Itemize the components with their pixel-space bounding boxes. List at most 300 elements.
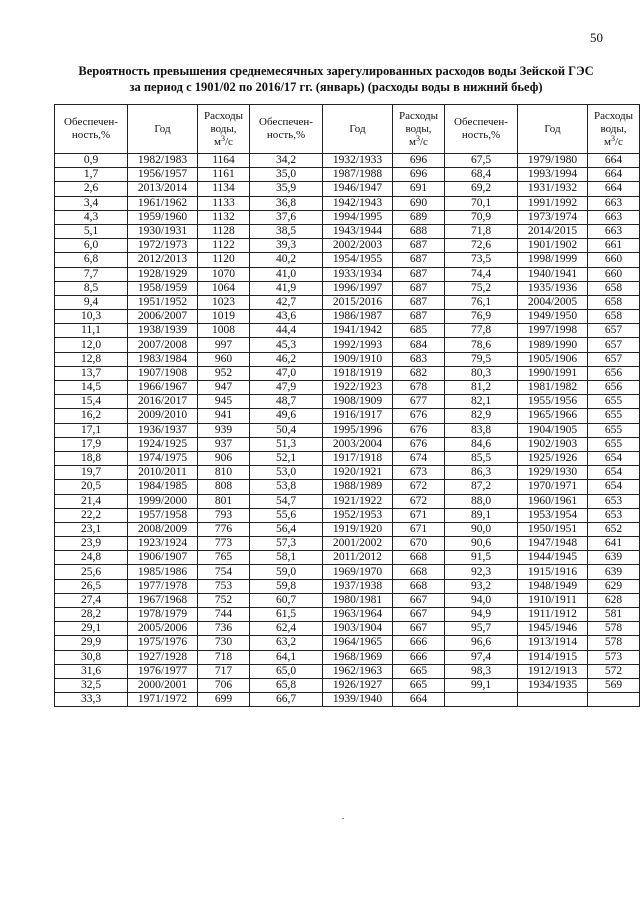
table-row: [55, 310, 640, 324]
year-cell: 2006/2007: [128, 310, 198, 324]
flow-cell: 573: [588, 650, 640, 664]
probability-cell: 84,6: [445, 437, 518, 451]
flow-cell: 639: [588, 565, 640, 579]
year-cell: 1927/1928: [128, 650, 198, 664]
year-cell: 1980/1981: [323, 593, 393, 607]
header-probability-line2: ность,%: [71, 129, 111, 141]
year-cell: 2016/2017: [128, 395, 198, 409]
year-cell: 1978/1979: [128, 608, 198, 622]
flow-cell: 667: [393, 608, 445, 622]
year-cell: 1986/1987: [323, 310, 393, 324]
flow-cell: 664: [588, 168, 640, 182]
probability-cell: 65,8: [250, 678, 323, 692]
probability-cell: 56,4: [250, 522, 323, 536]
flow-cell: 687: [393, 253, 445, 267]
flow-cell: 663: [588, 210, 640, 224]
probability-cell: 7,7: [55, 267, 128, 281]
probability-cell: 81,2: [445, 381, 518, 395]
probability-cell: 35,0: [250, 168, 323, 182]
probability-cell: 15,4: [55, 395, 128, 409]
flow-cell: 667: [393, 593, 445, 607]
flow-cell: 947: [198, 381, 250, 395]
year-cell: 1906/1907: [128, 551, 198, 565]
year-cell: 1921/1922: [323, 494, 393, 508]
probability-cell: 0,9: [55, 154, 128, 168]
year-cell: 1954/1955: [323, 253, 393, 267]
year-cell: 2005/2006: [128, 622, 198, 636]
year-cell: 2012/2013: [128, 253, 198, 267]
flow-cell: 683: [393, 352, 445, 366]
flow-cell: 657: [588, 324, 640, 338]
header-flow-unit: м: [409, 135, 416, 148]
probability-cell: 2,6: [55, 182, 128, 196]
header-flow-line2: воды,: [210, 122, 237, 135]
year-cell: 1996/1997: [323, 281, 393, 295]
table-row: [55, 281, 640, 295]
year-cell: 1985/1986: [128, 565, 198, 579]
table-row: [55, 466, 640, 480]
year-cell: 1959/1960: [128, 210, 198, 224]
year-cell: 1949/1950: [518, 310, 588, 324]
probability-cell: 82,9: [445, 409, 518, 423]
header-year: [518, 105, 588, 154]
year-cell: 1910/1911: [518, 593, 588, 607]
probability-cell: 6,0: [55, 239, 128, 253]
header-flow-unit-tail: /с: [420, 135, 428, 148]
header-year-label: Год: [544, 122, 561, 135]
year-cell: 1922/1923: [323, 381, 393, 395]
probability-cell: 18,8: [55, 451, 128, 465]
year-cell: 1913/1914: [518, 636, 588, 650]
flow-cell: 810: [198, 466, 250, 480]
probability-cell: 58,1: [250, 551, 323, 565]
flow-cell: 754: [198, 565, 250, 579]
probability-cell: 83,8: [445, 423, 518, 437]
probability-cell: 47,0: [250, 366, 323, 380]
year-cell: 1923/1924: [128, 537, 198, 551]
year-cell: 1976/1977: [128, 664, 198, 678]
year-cell: 1935/1936: [518, 281, 588, 295]
flow-cell: 666: [393, 636, 445, 650]
table-row: [55, 494, 640, 508]
year-cell: 1991/1992: [518, 196, 588, 210]
year-cell: 1920/1921: [323, 466, 393, 480]
probability-cell: 96,6: [445, 636, 518, 650]
year-cell: 1917/1918: [323, 451, 393, 465]
probability-cell: 40,2: [250, 253, 323, 267]
document-title: [56, 63, 616, 95]
flow-cell: 752: [198, 593, 250, 607]
year-cell: 2002/2003: [323, 239, 393, 253]
flow-cell: 1128: [198, 224, 250, 238]
probability-cell: 79,5: [445, 352, 518, 366]
flow-cell: 1161: [198, 168, 250, 182]
probability-cell: 13,7: [55, 366, 128, 380]
flow-cell: 656: [588, 381, 640, 395]
year-cell: 1971/1972: [128, 693, 198, 707]
header-probability-line1: Обеспечен-: [64, 116, 118, 128]
year-cell: 1982/1983: [128, 154, 198, 168]
year-cell: 1937/1938: [323, 579, 393, 593]
year-cell: 1911/1912: [518, 608, 588, 622]
probability-cell: 93,2: [445, 579, 518, 593]
scan-dot: [342, 818, 344, 819]
year-cell: 1930/1931: [128, 224, 198, 238]
table-row: [55, 338, 640, 352]
flow-cell: 1133: [198, 196, 250, 210]
year-cell: 1969/1970: [323, 565, 393, 579]
year-cell: 1956/1957: [128, 168, 198, 182]
table-row: [55, 324, 640, 338]
flow-cell: 682: [393, 366, 445, 380]
flow-cell: 706: [198, 678, 250, 692]
year-cell: 2011/2012: [323, 551, 393, 565]
year-cell: 1992/1993: [323, 338, 393, 352]
year-cell: 1946/1947: [323, 182, 393, 196]
header-flow-unit-sup: 3: [221, 133, 225, 143]
table-row: [55, 210, 640, 224]
probability-cell: 6,8: [55, 253, 128, 267]
table-row: [55, 650, 640, 664]
flow-cell: 676: [393, 409, 445, 423]
probability-cell: 14,5: [55, 381, 128, 395]
flow-cell: 960: [198, 352, 250, 366]
table-row: [55, 693, 640, 707]
table-row: [55, 622, 640, 636]
probability-cell: 36,8: [250, 196, 323, 210]
flow-cell: 776: [198, 522, 250, 536]
flow-cell: 717: [198, 664, 250, 678]
table-row: [55, 451, 640, 465]
header-flow-unit-tail: /с: [615, 135, 623, 148]
flow-cell: 672: [393, 480, 445, 494]
probability-cell: 91,5: [445, 551, 518, 565]
flow-cell: 664: [393, 693, 445, 707]
year-cell: 2009/2010: [128, 409, 198, 423]
probability-cell: 95,7: [445, 622, 518, 636]
probability-cell: 99,1: [445, 678, 518, 692]
probability-cell: 46,2: [250, 352, 323, 366]
probability-cell: 22,2: [55, 508, 128, 522]
year-cell: 1936/1937: [128, 423, 198, 437]
year-cell: 2004/2005: [518, 295, 588, 309]
flow-cell: 677: [393, 395, 445, 409]
probability-table: [54, 104, 640, 707]
flow-cell: 678: [393, 381, 445, 395]
year-cell: 1952/1953: [323, 508, 393, 522]
flow-cell: 668: [393, 565, 445, 579]
year-cell: 1919/1920: [323, 522, 393, 536]
flow-cell: 744: [198, 608, 250, 622]
header-flow: [393, 105, 445, 154]
probability-cell: 25,6: [55, 565, 128, 579]
year-cell: 1905/1906: [518, 352, 588, 366]
flow-cell: 765: [198, 551, 250, 565]
year-cell: 1972/1973: [128, 239, 198, 253]
flow-cell: 658: [588, 310, 640, 324]
flow-cell: 736: [198, 622, 250, 636]
header-flow-line1: Расходы: [204, 109, 243, 122]
table-row: [55, 196, 640, 210]
year-cell: 2001/2002: [323, 537, 393, 551]
flow-cell: 997: [198, 338, 250, 352]
flow-cell: 676: [393, 423, 445, 437]
header-flow: [588, 105, 640, 154]
header-flow-unit: м: [214, 135, 221, 148]
probability-cell: 4,3: [55, 210, 128, 224]
year-cell: 2010/2011: [128, 466, 198, 480]
year-cell: 1967/1968: [128, 593, 198, 607]
year-cell: 1931/1932: [518, 182, 588, 196]
probability-cell: 35,9: [250, 182, 323, 196]
flow-cell: 653: [588, 508, 640, 522]
year-cell: 2015/2016: [323, 295, 393, 309]
header-probability-line2: ность,%: [461, 129, 501, 141]
flow-cell: 661: [588, 239, 640, 253]
year-cell: 1904/1905: [518, 423, 588, 437]
year-cell: 1962/1963: [323, 664, 393, 678]
flow-cell: 699: [198, 693, 250, 707]
year-cell: 1994/1995: [323, 210, 393, 224]
table-row: [55, 409, 640, 423]
probability-cell: 57,3: [250, 537, 323, 551]
probability-cell: 11,1: [55, 324, 128, 338]
probability-cell: 37,6: [250, 210, 323, 224]
flow-cell: 641: [588, 537, 640, 551]
probability-cell: 29,9: [55, 636, 128, 650]
probability-cell: 5,1: [55, 224, 128, 238]
year-cell: 1998/1999: [518, 253, 588, 267]
year-cell: 1964/1965: [323, 636, 393, 650]
probability-cell: 55,6: [250, 508, 323, 522]
year-cell: 1941/1942: [323, 324, 393, 338]
header-flow-unit-tail: /с: [225, 135, 233, 148]
table-row: [55, 522, 640, 536]
year-cell: 1993/1994: [518, 168, 588, 182]
header-year: [323, 105, 393, 154]
flow-cell: [588, 693, 640, 707]
flow-cell: 687: [393, 239, 445, 253]
probability-cell: 94,0: [445, 593, 518, 607]
probability-cell: 45,3: [250, 338, 323, 352]
year-cell: 1963/1964: [323, 608, 393, 622]
probability-cell: 49,6: [250, 409, 323, 423]
flow-cell: 687: [393, 310, 445, 324]
year-cell: 1965/1966: [518, 409, 588, 423]
probability-cell: 87,2: [445, 480, 518, 494]
year-cell: 1926/1927: [323, 678, 393, 692]
probability-cell: 94,9: [445, 608, 518, 622]
probability-cell: 33,3: [55, 693, 128, 707]
flow-cell: 1070: [198, 267, 250, 281]
probability-cell: 30,8: [55, 650, 128, 664]
table-row: [55, 423, 640, 437]
probability-cell: 72,6: [445, 239, 518, 253]
year-cell: 2013/2014: [128, 182, 198, 196]
flow-cell: 952: [198, 366, 250, 380]
probability-cell: 1,7: [55, 168, 128, 182]
probability-cell: 71,8: [445, 224, 518, 238]
probability-cell: 29,1: [55, 622, 128, 636]
probability-cell: 61,5: [250, 608, 323, 622]
flow-cell: 654: [588, 480, 640, 494]
flow-cell: 664: [588, 182, 640, 196]
page-number: 50: [590, 30, 603, 45]
year-cell: [518, 693, 588, 707]
probability-cell: 68,4: [445, 168, 518, 182]
probability-cell: 59,0: [250, 565, 323, 579]
flow-cell: 674: [393, 451, 445, 465]
probability-cell: 76,9: [445, 310, 518, 324]
probability-cell: 98,3: [445, 664, 518, 678]
year-cell: 1955/1956: [518, 395, 588, 409]
year-cell: 1975/1976: [128, 636, 198, 650]
table-row: [55, 154, 640, 168]
probability-cell: 50,4: [250, 423, 323, 437]
year-cell: 1995/1996: [323, 423, 393, 437]
flow-cell: 1023: [198, 295, 250, 309]
table-row: [55, 224, 640, 238]
header-flow-line2: воды,: [600, 122, 627, 135]
flow-cell: 639: [588, 551, 640, 565]
table-row: [55, 636, 640, 650]
flow-cell: 655: [588, 409, 640, 423]
probability-cell: 88,0: [445, 494, 518, 508]
flow-cell: 937: [198, 437, 250, 451]
flow-cell: 1120: [198, 253, 250, 267]
table-row: [55, 352, 640, 366]
probability-cell: 60,7: [250, 593, 323, 607]
probability-cell: 17,1: [55, 423, 128, 437]
probability-cell: 20,5: [55, 480, 128, 494]
table-row: [55, 608, 640, 622]
title-line-2: за период с 1901/02 по 2016/17 гг. (январь) (расходы воды в нижний бьеф): [129, 80, 543, 94]
flow-cell: 941: [198, 409, 250, 423]
year-cell: 1999/2000: [128, 494, 198, 508]
year-cell: 1983/1984: [128, 352, 198, 366]
flow-cell: 687: [393, 281, 445, 295]
year-cell: 1977/1978: [128, 579, 198, 593]
year-cell: 1984/1985: [128, 480, 198, 494]
probability-cell: 24,8: [55, 551, 128, 565]
header-flow-unit-sup: 3: [416, 133, 420, 143]
year-cell: 1916/1917: [323, 409, 393, 423]
flow-cell: 629: [588, 579, 640, 593]
year-cell: 1938/1939: [128, 324, 198, 338]
year-cell: 1970/1971: [518, 480, 588, 494]
flow-cell: 730: [198, 636, 250, 650]
table-row: [55, 295, 640, 309]
probability-cell: 27,4: [55, 593, 128, 607]
probability-cell: 70,9: [445, 210, 518, 224]
flow-cell: 1164: [198, 154, 250, 168]
header-probability: [445, 105, 518, 154]
table-body: [55, 154, 640, 707]
flow-cell: 665: [393, 678, 445, 692]
probability-cell: 48,7: [250, 395, 323, 409]
table-row: [55, 366, 640, 380]
header-year-label: Год: [154, 122, 171, 135]
probability-cell: 54,7: [250, 494, 323, 508]
probability-cell: 41,9: [250, 281, 323, 295]
table-row: [55, 437, 640, 451]
table-row: [55, 168, 640, 182]
year-cell: 1933/1934: [323, 267, 393, 281]
title-line-1: Вероятность превышения среднемесячных зарегулированных расходов воды Зейской ГЭС: [78, 64, 594, 78]
flow-cell: 657: [588, 338, 640, 352]
year-cell: 1988/1989: [323, 480, 393, 494]
probability-cell: 23,9: [55, 537, 128, 551]
flow-cell: 1064: [198, 281, 250, 295]
year-cell: 2003/2004: [323, 437, 393, 451]
year-cell: 1924/1925: [128, 437, 198, 451]
probability-cell: [445, 693, 518, 707]
year-cell: 1914/1915: [518, 650, 588, 664]
probability-cell: 90,6: [445, 537, 518, 551]
flow-cell: 657: [588, 352, 640, 366]
probability-cell: 12,0: [55, 338, 128, 352]
table-row: [55, 253, 640, 267]
table-row: [55, 593, 640, 607]
table-row: [55, 480, 640, 494]
probability-cell: 42,7: [250, 295, 323, 309]
year-cell: 1915/1916: [518, 565, 588, 579]
year-cell: 2014/2015: [518, 224, 588, 238]
flow-cell: 572: [588, 664, 640, 678]
probability-cell: 86,3: [445, 466, 518, 480]
flow-cell: 663: [588, 224, 640, 238]
year-cell: 1907/1908: [128, 366, 198, 380]
year-cell: 1979/1980: [518, 154, 588, 168]
flow-cell: 578: [588, 636, 640, 650]
probability-cell: 85,5: [445, 451, 518, 465]
header-probability-line2: ность,%: [266, 129, 306, 141]
header-flow: [198, 105, 250, 154]
flow-cell: 691: [393, 182, 445, 196]
flow-cell: 945: [198, 395, 250, 409]
flow-cell: 673: [393, 466, 445, 480]
header-flow-line1: Расходы: [594, 109, 633, 122]
flow-cell: 654: [588, 451, 640, 465]
header-probability-line1: Обеспечен-: [454, 116, 508, 128]
table-row: [55, 395, 640, 409]
flow-cell: 1134: [198, 182, 250, 196]
year-cell: 1990/1991: [518, 366, 588, 380]
flow-cell: 1008: [198, 324, 250, 338]
probability-cell: 63,2: [250, 636, 323, 650]
year-cell: 1901/1902: [518, 239, 588, 253]
year-cell: 1939/1940: [323, 693, 393, 707]
year-cell: 1950/1951: [518, 522, 588, 536]
flow-cell: 655: [588, 437, 640, 451]
probability-cell: 77,8: [445, 324, 518, 338]
flow-cell: 660: [588, 253, 640, 267]
flow-cell: 1122: [198, 239, 250, 253]
flow-cell: 696: [393, 154, 445, 168]
year-cell: 1966/1967: [128, 381, 198, 395]
table-row: [55, 565, 640, 579]
probability-cell: 69,2: [445, 182, 518, 196]
year-cell: 1944/1945: [518, 551, 588, 565]
probability-cell: 12,8: [55, 352, 128, 366]
flow-cell: 655: [588, 395, 640, 409]
probability-cell: 78,6: [445, 338, 518, 352]
probability-cell: 51,3: [250, 437, 323, 451]
year-cell: 1940/1941: [518, 267, 588, 281]
probability-cell: 38,5: [250, 224, 323, 238]
probability-cell: 3,4: [55, 196, 128, 210]
probability-cell: 23,1: [55, 522, 128, 536]
